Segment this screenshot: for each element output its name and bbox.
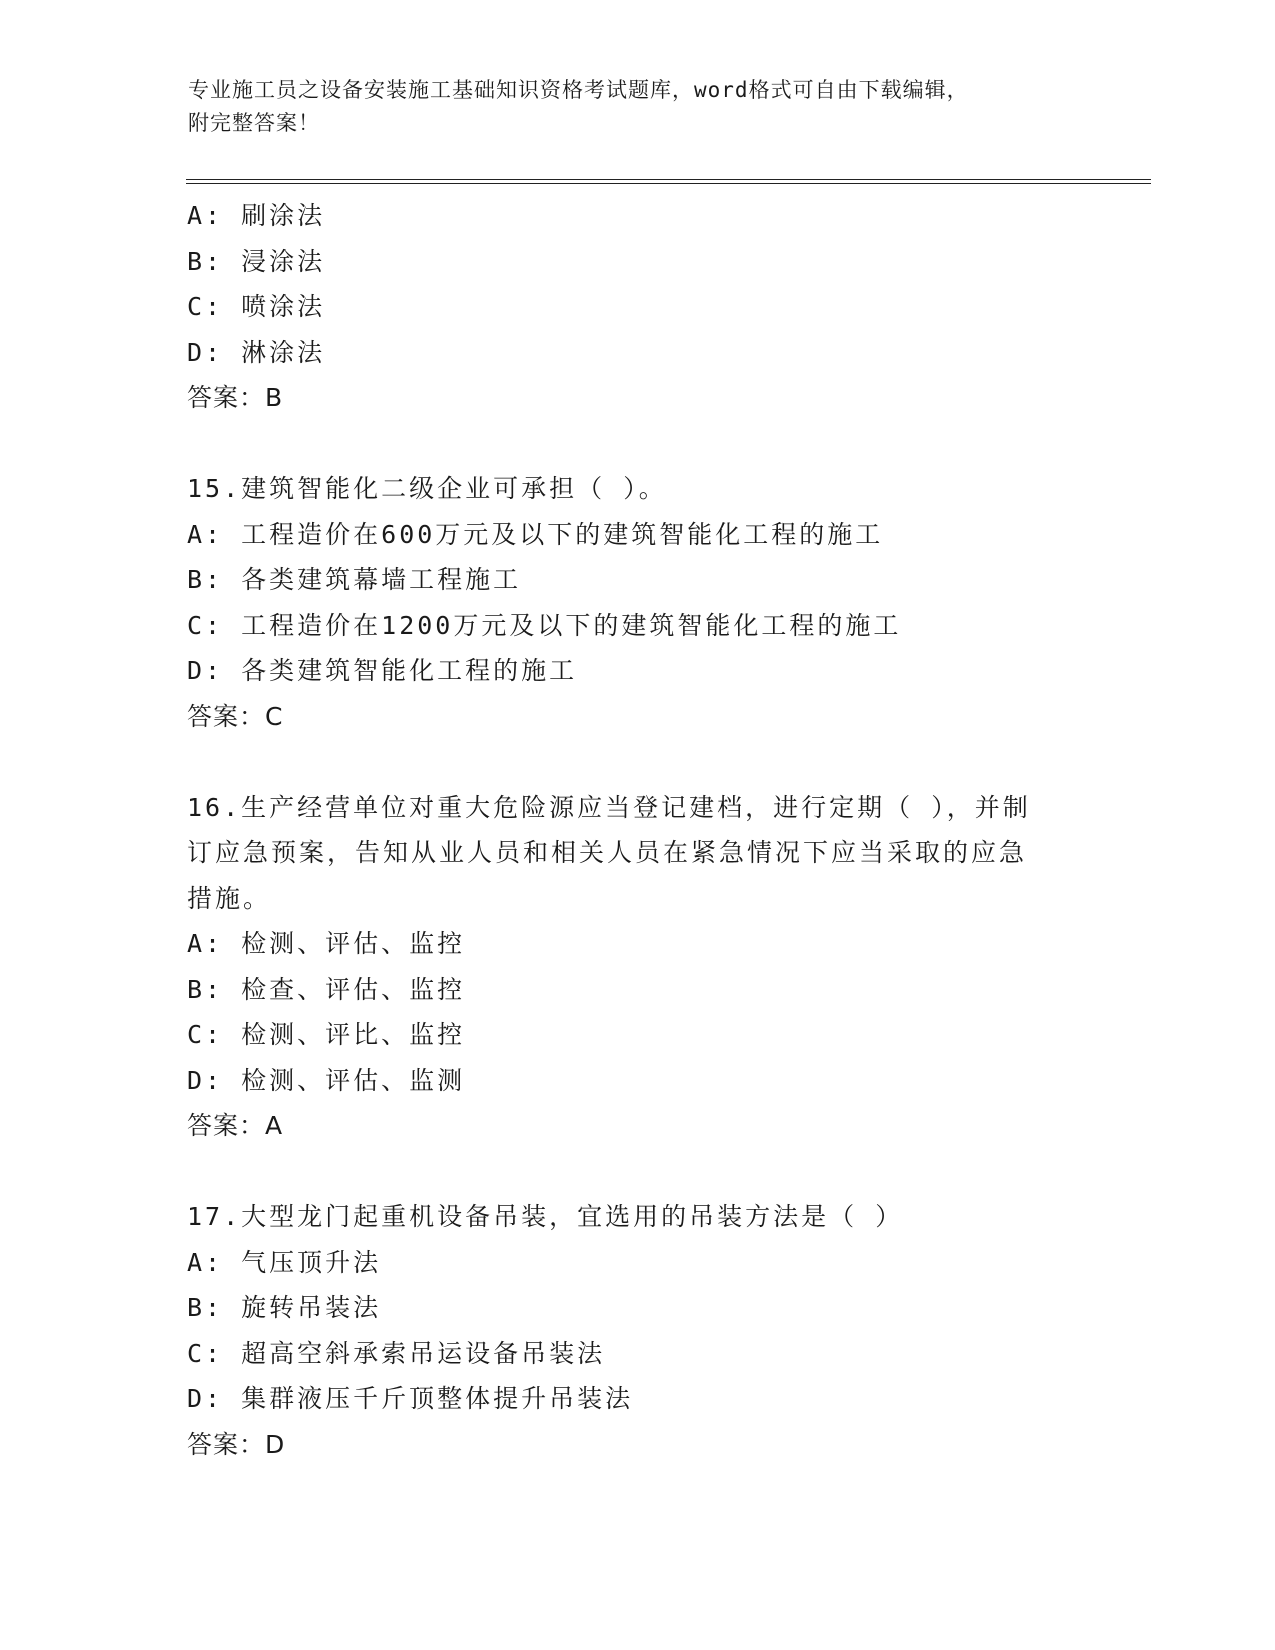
answer-line: 答案：B [187, 383, 284, 412]
answer-line: 答案：C [187, 701, 284, 731]
header-divider-top [186, 179, 1151, 180]
option-b: B: 浸涂法 [187, 246, 326, 276]
question-stem-line-1: 16.生产经营单位对重大危险源应当登记建档，进行定期（ ），并制 [187, 792, 1031, 822]
question-16 [187, 785, 1087, 1149]
question-14 [187, 193, 1087, 421]
option-d: D: 检测、评估、监测 [187, 1065, 466, 1095]
question-stem-line-3: 措施。 [187, 883, 272, 913]
option-c: C: 工程造价在1200万元及以下的建筑智能化工程的施工 [187, 610, 902, 640]
option-b: B: 各类建筑幕墙工程施工 [187, 565, 522, 594]
option-a: A: 检测、评估、监控 [187, 929, 466, 958]
answer-line: 答案：D [187, 1429, 286, 1459]
question-list [187, 193, 1087, 1467]
option-c: C: 喷涂法 [187, 292, 326, 321]
option-d: D: 集群液压千斤顶整体提升吊装法 [187, 1384, 634, 1413]
option-d: D: 各类建筑智能化工程的施工 [187, 656, 578, 685]
question-17 [187, 1194, 1087, 1467]
option-c: C: 检测、评比、监控 [187, 1020, 466, 1049]
spacer [187, 1149, 1087, 1195]
option-c: C: 超高空斜承索吊运设备吊装法 [187, 1338, 606, 1368]
question-stem: 17.大型龙门起重机设备吊装，宜选用的吊装方法是（ ） [187, 1202, 904, 1231]
header-line-2: 附完整答案！ [188, 111, 320, 135]
option-a: A: 气压顶升法 [187, 1247, 382, 1277]
spacer [187, 421, 1087, 467]
header-divider-bottom [186, 183, 1151, 184]
header-line-1: 专业施工员之设备安装施工基础知识资格考试题库，word格式可自由下载编辑， [188, 78, 969, 102]
question-stem-line-2: 订应急预案，告知从业人员和相关人员在紧急情况下应当采取的应急 [187, 838, 1028, 867]
spacer [187, 739, 1087, 785]
document-header [188, 74, 1088, 140]
answer-line: 答案：A [187, 1111, 284, 1140]
question-15 [187, 466, 1087, 739]
option-b: B: 旋转吊装法 [187, 1293, 382, 1322]
option-b: B: 检查、评估、监控 [187, 974, 466, 1004]
option-a: A: 工程造价在600万元及以下的建筑智能化工程的施工 [187, 519, 884, 549]
option-a: A: 刷涂法 [187, 201, 326, 230]
question-stem: 15.建筑智能化二级企业可承担（ ）。 [187, 474, 667, 503]
option-d: D: 淋涂法 [187, 337, 326, 367]
